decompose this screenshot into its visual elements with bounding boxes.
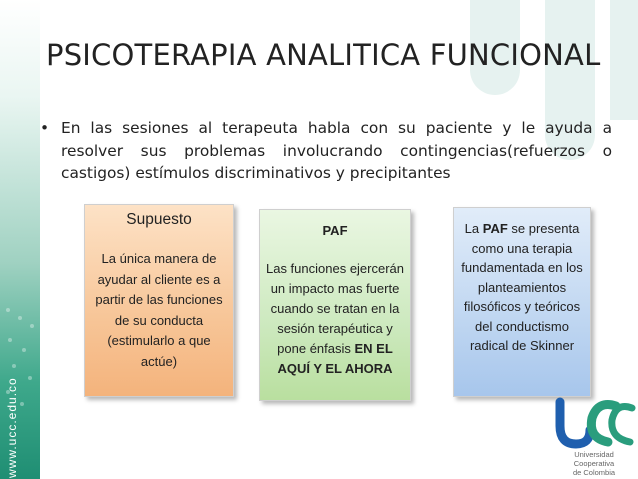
supuesto-body: La única manera de ayudar al cliente es a partir de las funciones de su conducta (estimularlo a que actúe): [95, 251, 223, 369]
paf-body-emphasis: EN EL AQUÍ Y EL AHORA: [277, 341, 393, 376]
paf-box: [259, 209, 411, 401]
bullet-point: [40, 117, 612, 185]
page-title: PSICOTERAPIA ANALITICA FUNCIONAL: [46, 38, 601, 72]
paf-description-text: se presenta como una terapia fundamentada en los planteamientos filosóficos y teóricos del conductismo radical de Skinner: [461, 221, 583, 353]
paf-description-body: [457, 219, 587, 356]
sidebar-bar: [0, 0, 40, 479]
paf-description-intro: La: [464, 221, 483, 236]
logo-caption-line1: Universidad Cooperativa: [573, 450, 615, 468]
paf-description-bold: PAF: [482, 221, 508, 236]
website-url: www.ucc.edu.co: [5, 377, 19, 478]
paf-body: [264, 259, 406, 379]
paf-description-box: [453, 207, 591, 397]
logo-caption-line2: de Colombia: [572, 468, 616, 477]
paf-heading: PAF: [322, 223, 348, 238]
logo-caption: [553, 450, 635, 477]
bullet-marker: •: [40, 119, 50, 137]
supuesto-heading: Supuesto: [126, 211, 192, 228]
bullet-text: En las sesiones al terapeuta habla con su paciente y le ayuda a resolver sus problemas involucrando contingencias(refuerzos o castigos) estímulos discriminativos y precipitantes: [61, 119, 612, 182]
supuesto-box: [84, 204, 234, 397]
paf-body-text: Las funciones ejercerán un impacto mas fuerte cuando se tratan en la sesión terapéutica y pone énfasis: [265, 261, 405, 356]
